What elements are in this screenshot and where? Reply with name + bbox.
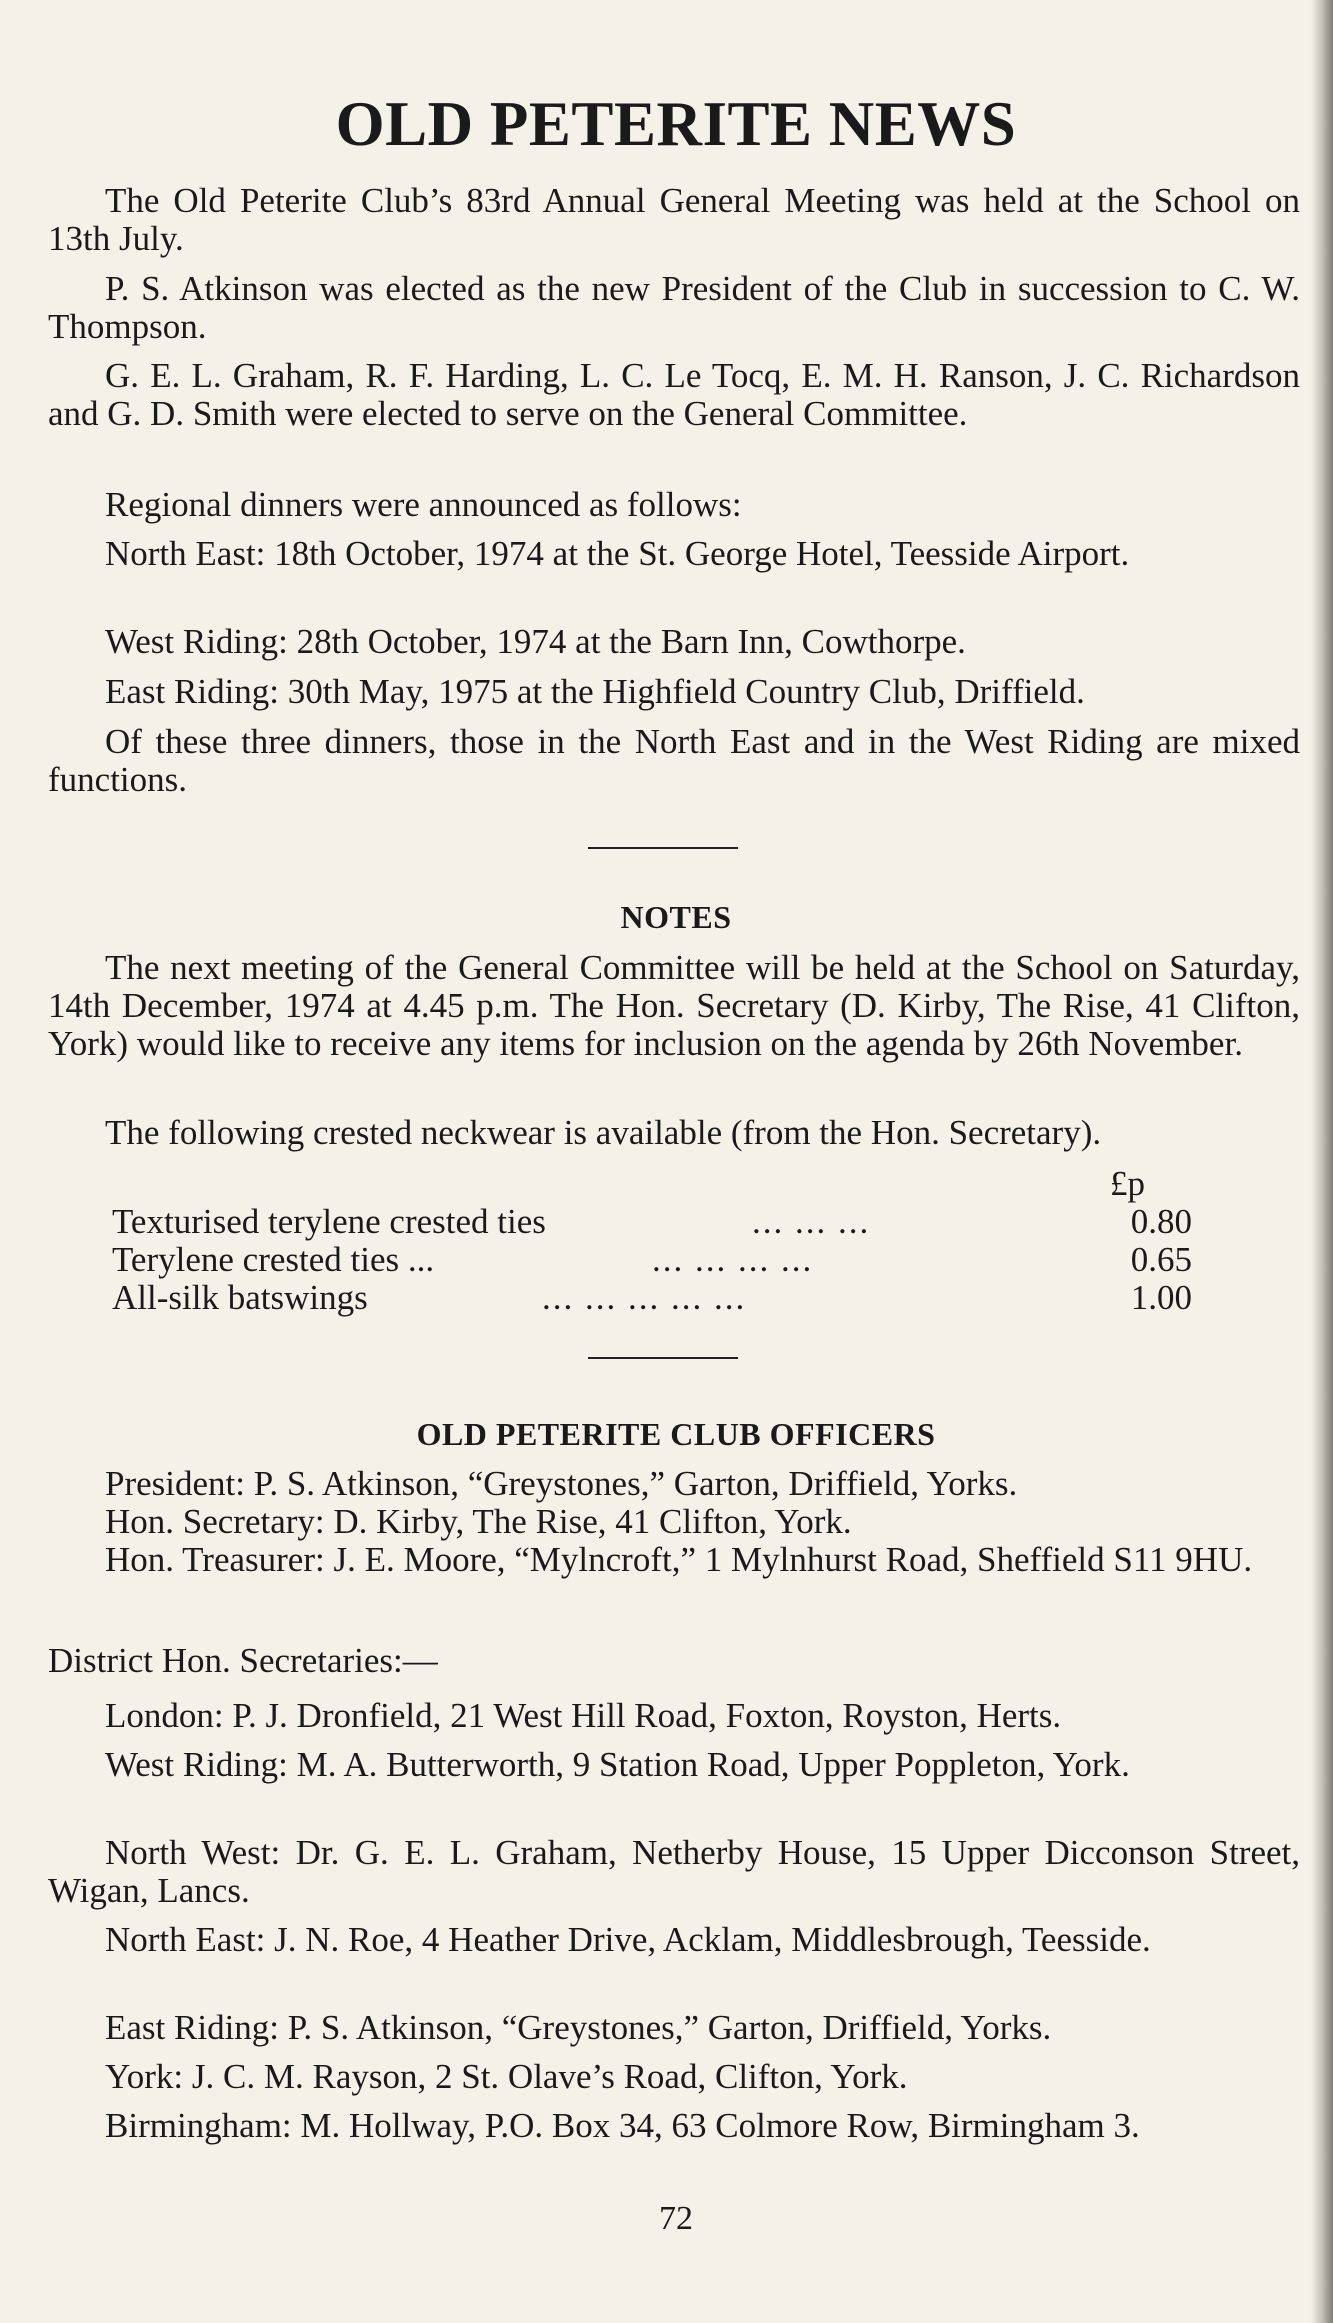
news-paragraph: The Old Peterite Club’s 83rd Annual General Meeting was held at the School on 13th July. bbox=[48, 181, 1300, 258]
price-column-header: £p bbox=[1110, 1164, 1145, 1203]
leader-dots: ... ... ... bbox=[752, 1202, 871, 1241]
news-paragraph: West Riding: 28th October, 1974 at the Barn Inn, Cowthorpe. bbox=[105, 622, 966, 661]
officer-entry: Hon. Secretary: D. Kirby, The Rise, 41 Clifton, York. bbox=[105, 1502, 852, 1541]
neckwear-price: 1.00 bbox=[1130, 1278, 1192, 1317]
news-paragraph: G. E. L. Graham, R. F. Harding, L. C. Le Tocq, E. M. H. Ranson, J. C. Richardson and G. D. Smith were elected to serve on the General Committee. bbox=[48, 356, 1300, 433]
neckwear-row bbox=[112, 1240, 1192, 1278]
news-paragraph: East Riding: 30th May, 1975 at the Highfield Country Club, Driffield. bbox=[105, 672, 1085, 711]
section-divider bbox=[588, 847, 738, 849]
neckwear-item: Texturised terylene crested ties bbox=[112, 1202, 546, 1241]
notes-paragraph: The following crested neckwear is available (from the Hon. Secretary). bbox=[105, 1113, 1102, 1152]
district-entry: East Riding: P. S. Atkinson, “Greystones,” Garton, Driffield, Yorks. bbox=[105, 2008, 1052, 2047]
news-paragraph: Regional dinners were announced as follows: bbox=[105, 485, 742, 524]
officers-heading: OLD PETERITE CLUB OFFICERS bbox=[416, 1416, 936, 1452]
neckwear-row bbox=[112, 1278, 1192, 1316]
page-number: 72 bbox=[659, 2200, 693, 2237]
neckwear-price: 0.65 bbox=[1130, 1240, 1192, 1279]
leader-dots: ... ... ... ... bbox=[652, 1240, 814, 1279]
page-edge-shadow bbox=[1311, 0, 1333, 2323]
news-paragraph: North East: 18th October, 1974 at the St. George Hotel, Teesside Airport. bbox=[105, 534, 1130, 573]
neckwear-row bbox=[112, 1202, 1192, 1240]
notes-heading: NOTES bbox=[620, 899, 732, 935]
section-divider bbox=[588, 1357, 738, 1359]
neckwear-item: All-silk batswings bbox=[112, 1278, 368, 1317]
leader-dots: ... ... ... ... ... bbox=[542, 1278, 747, 1317]
officer-entry: Hon. Treasurer: J. E. Moore, “Mylncroft,” 1 Mylnhurst Road, Sheffield S11 9HU. bbox=[105, 1540, 1253, 1579]
officer-entry: President: P. S. Atkinson, “Greystones,” Garton, Driffield, Yorks. bbox=[105, 1464, 1018, 1503]
notes-paragraph: The next meeting of the General Committee will be held at the School on Saturday, 14th December, 1974 at 4.45 p.m. The Hon. Secretary (D. Kirby, The Rise, 41 Clifton, York) would like to receive any items for inclusion on the agenda by 26th November. bbox=[48, 948, 1300, 1063]
district-heading: District Hon. Secretaries:— bbox=[48, 1641, 438, 1680]
news-paragraph: Of these three dinners, those in the North East and in the West Riding are mixed functions. bbox=[48, 722, 1300, 799]
district-entry: Birmingham: M. Hollway, P.O. Box 34, 63 Colmore Row, Birmingham 3. bbox=[105, 2106, 1140, 2145]
page-title: OLD PETERITE NEWS bbox=[335, 89, 1017, 159]
neckwear-item: Terylene crested ties ... bbox=[112, 1240, 435, 1279]
neckwear-price: 0.80 bbox=[1130, 1202, 1192, 1241]
district-entry: York: J. C. M. Rayson, 2 St. Olave’s Road, Clifton, York. bbox=[105, 2057, 908, 2096]
district-entry: London: P. J. Dronfield, 21 West Hill Road, Foxton, Royston, Herts. bbox=[105, 1696, 1062, 1735]
district-entry: North West: Dr. G. E. L. Graham, Netherby House, 15 Upper Dicconson Street, Wigan, Lancs. bbox=[48, 1833, 1300, 1910]
district-entry: North East: J. N. Roe, 4 Heather Drive, Acklam, Middlesbrough, Teesside. bbox=[105, 1920, 1151, 1959]
district-entry: West Riding: M. A. Butterworth, 9 Station Road, Upper Poppleton, York. bbox=[105, 1745, 1130, 1784]
news-paragraph: P. S. Atkinson was elected as the new President of the Club in succession to C. W. Thompson. bbox=[48, 269, 1300, 346]
